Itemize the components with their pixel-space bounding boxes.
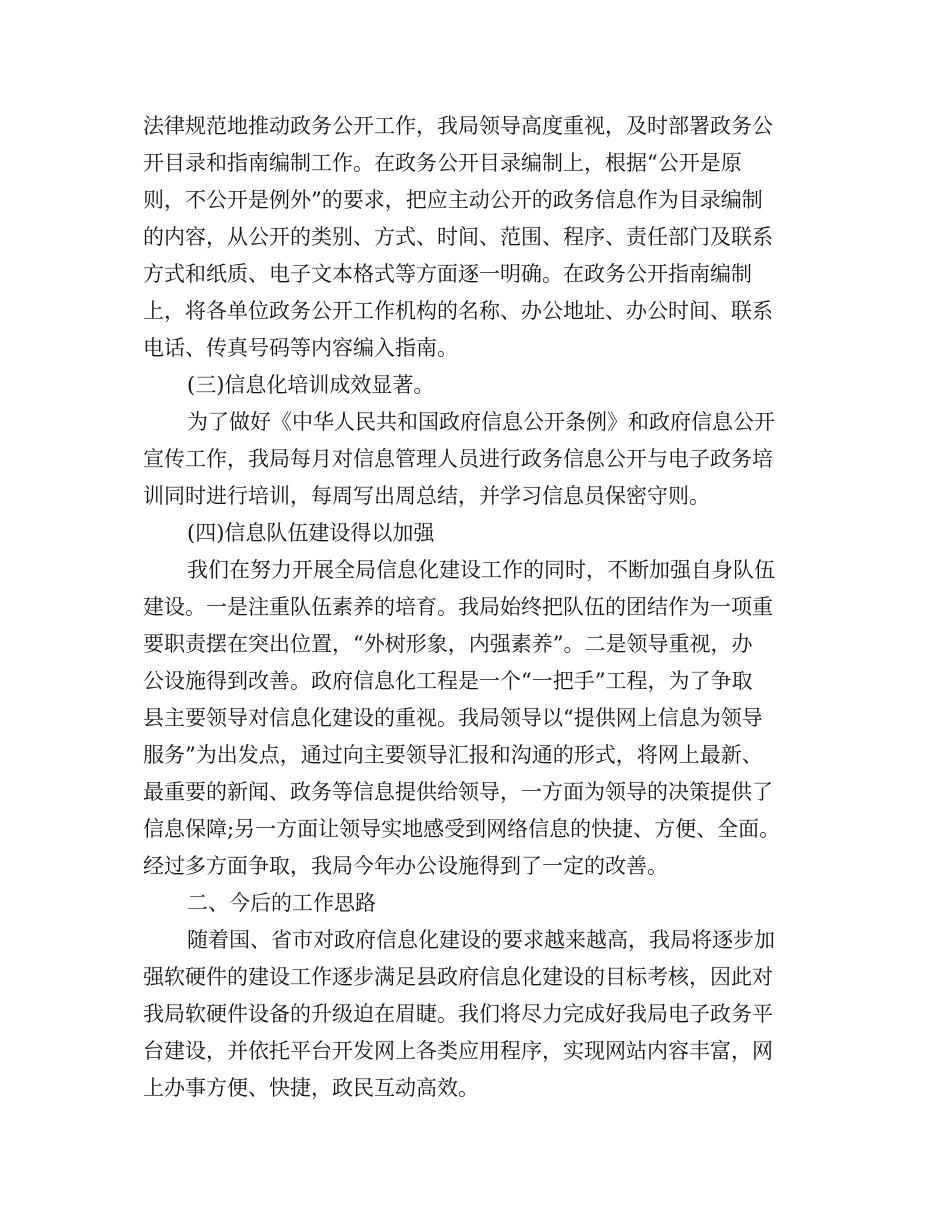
text-line: (四)信息队伍建设得以加强	[187, 521, 435, 545]
text-line: 建设。一是注重队伍素养的培育。我局始终把队伍的团结作为一项重	[143, 595, 773, 619]
text-line: 上，将各单位政务公开工作机构的名称、办公地址、办公时间、联系	[143, 299, 773, 323]
text-line: 为了做好《中华人民共和国政府信息公开条例》和政府信息公开	[187, 410, 775, 434]
text-line: 台建设，并依托平台开发网上各类应用程序，实现网站内容丰富，网	[143, 1039, 773, 1063]
text-line: 二、今后的工作思路	[187, 891, 376, 915]
text-line: 开目录和指南编制工作。在政务公开目录编制上，根据“公开是原	[143, 151, 742, 175]
document-body	[143, 108, 803, 1107]
text-line: 县主要领导对信息化建设的重视。我局领导以“提供网上信息为领导	[143, 706, 763, 730]
text-line: 的内容，从公开的类别、方式、时间、范围、程序、责任部门及联系	[143, 225, 773, 249]
text-line: 强软硬件的建设工作逐步满足县政府信息化建设的目标考核，因此对	[143, 965, 773, 989]
text-line: 则，不公开是例外”的要求，把应主动公开的政务信息作为目录编制	[143, 188, 763, 212]
text-line: 公设施得到改善。政府信息化工程是一个“一把手”工程，为了争取	[143, 669, 753, 693]
text-line: 信息保障;另一方面让领导实地感受到网络信息的快捷、方便、全面。	[143, 817, 781, 841]
text-line: 宣传工作，我局每月对信息管理人员进行政务信息公开与电子政务培	[143, 447, 773, 471]
text-line: 我局软硬件设备的升级迫在眉睫。我们将尽力完成好我局电子政务平	[143, 1002, 773, 1026]
text-line: 要职责摆在突出位置，“外树形象，内强素养”。二是领导重视，办	[143, 632, 753, 656]
text-line: (三)信息化培训成效显著。	[187, 373, 435, 397]
text-line: 经过多方面争取，我局今年办公设施得到了一定的改善。	[143, 854, 668, 878]
text-line: 法律规范地推动政务公开工作，我局领导高度重视，及时部署政务公	[143, 114, 773, 138]
text-line: 我们在努力开展全局信息化建设工作的同时，不断加强自身队伍	[187, 558, 775, 582]
text-line: 最重要的新闻、政务等信息提供给领导，一方面为领导的决策提供了	[143, 780, 773, 804]
text-line: 训同时进行培训，每周写出周总结，并学习信息员保密守则。	[143, 484, 710, 508]
text-line: 电话、传真号码等内容编入指南。	[143, 336, 458, 360]
text-line: 方式和纸质、电子文本格式等方面逐一明确。在政务公开指南编制	[143, 262, 752, 286]
text-line: 随着国、省市对政府信息化建设的要求越来越高，我局将逐步加	[187, 928, 775, 952]
text-line: 服务”为出发点，通过向主要领导汇报和沟通的形式，将网上最新、	[143, 743, 763, 767]
text-line: 上办事方便、快捷，政民互动高效。	[143, 1076, 479, 1100]
